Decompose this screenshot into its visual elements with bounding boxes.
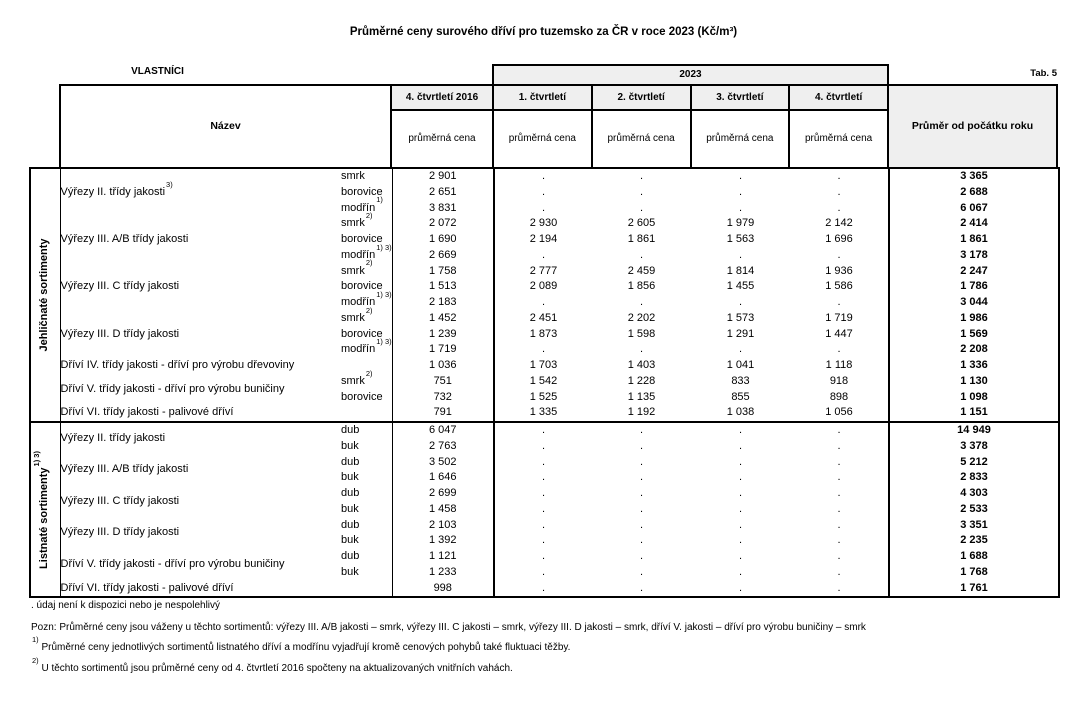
- cell-2023-q3: 855: [731, 390, 750, 403]
- cell-2016-q4: 732: [392, 390, 494, 406]
- cell-average: 3 178: [960, 248, 988, 261]
- cell-2016-q4: 2 669: [392, 248, 494, 264]
- col-subheader-2016-price: průměrná cena: [390, 109, 494, 169]
- cell-2023-q3: .: [738, 518, 743, 531]
- cell-average: 1 569: [960, 327, 988, 340]
- footnote-text: . údaj není k dispozici nebo je nespolehlivý: [31, 600, 221, 611]
- col-header-q2: 2. čtvrtletí: [591, 84, 692, 111]
- cell-2023-q3: 1 814: [726, 264, 755, 277]
- cell-average: 1 786: [960, 280, 988, 293]
- cell-2023-q2: .: [639, 170, 644, 182]
- footnote-text: Pozn: Průměrné ceny jsou váženy u těchto sortimentů: výřezy III. A/B jakosti – smrk, výřezy III. C jakosti – smrk, výřezy III. D jakosti – smrk, dříví V. jakosti – dříví pro výrobu buničiny – smrk: [31, 622, 866, 633]
- cell-2023-q3: 833: [731, 374, 750, 387]
- cell-2023-q1: 2 194: [529, 233, 558, 245]
- cell-2023-q3: 1 455: [726, 280, 755, 293]
- cell-2023-q2: .: [639, 185, 644, 198]
- cell-2023-q3: 1 573: [726, 311, 755, 324]
- cell-sortiment-name: Výřezy II. třídy jakosti$^{3)}$: [60, 179, 173, 198]
- cell-species: smrk$^{2)}$: [341, 216, 392, 232]
- cell-2023-q2: .: [639, 502, 644, 515]
- cell-species: dub: [341, 518, 392, 534]
- cell-2023-q1: 1 703: [529, 359, 558, 371]
- price-table: [29, 167, 1060, 598]
- cell-2023-q4: .: [790, 248, 889, 264]
- cell-2023-q2: .: [639, 487, 644, 499]
- footnote-marker: 2): [32, 656, 39, 666]
- cell-2023-q3: .: [738, 296, 743, 308]
- table-number-label: Tab. 5: [1030, 68, 1057, 79]
- footnote-1: [31, 635, 571, 653]
- cell-average: 3 365: [960, 170, 988, 182]
- cell-2023-q2: 1 861: [627, 233, 656, 245]
- cell-species: smrk$^{2)}$: [341, 264, 392, 280]
- cell-species: dub: [341, 549, 392, 565]
- cell-2023-q3: .: [738, 201, 743, 214]
- cell-2023-q4: .: [790, 581, 889, 598]
- cell-2023-q4: 2 142: [790, 216, 889, 232]
- cell-2016-q4: 1 719: [392, 342, 494, 358]
- cell-2016-q4: 2 103: [392, 518, 494, 534]
- cell-2023-q2: 2 459: [627, 264, 656, 277]
- table-row: [30, 264, 1059, 280]
- table-row: [30, 549, 1059, 565]
- cell-2016-q4: 2 183: [392, 295, 494, 311]
- cell-average: 6 067: [960, 201, 988, 214]
- col-header-2016-q4: 4. čtvrtletí 2016: [390, 84, 494, 111]
- cell-sortiment-name: Výřezy II. třídy jakosti: [60, 422, 341, 455]
- owners-label: VLASTNÍCI: [131, 66, 184, 77]
- cell-average: 14 949: [889, 422, 1059, 439]
- cell-species: modřín$^{1) 3)}$: [341, 248, 392, 264]
- cell-2023-q4: .: [790, 342, 889, 358]
- footnote-text: Průměrné ceny jednotlivých sortimentů listnatého dříví a modřínu vyjadřují kromě cenových pohybů také fluktuaci těžby.: [38, 642, 571, 653]
- cell-sortiment-name: Dříví IV. třídy jakosti - dříví pro výrobu dřevoviny: [60, 359, 295, 371]
- cell-2023-q4: .: [790, 455, 889, 471]
- cell-2023-q4: 1 586: [790, 279, 889, 295]
- cell-2023-q1: .: [541, 201, 546, 214]
- cell-2023-q1: .: [541, 534, 546, 547]
- cell-species: buk: [341, 502, 392, 518]
- cell-average: 1 861: [960, 233, 988, 245]
- table-row: [30, 486, 1059, 502]
- cell-2023-q2: 1 228: [627, 374, 656, 387]
- cell-2016-q4: 1 233: [392, 565, 494, 581]
- cell-2016-q4: 6 047: [392, 422, 494, 439]
- cell-2023-q1: .: [541, 343, 546, 356]
- table-row: [30, 216, 1059, 232]
- cell-2023-q4: 898: [790, 390, 889, 406]
- cell-2023-q3: 1 979: [726, 217, 755, 230]
- cell-sortiment-name: Výřezy III. C třídy jakosti: [60, 280, 180, 293]
- cell-2023-q1: 1 525: [529, 390, 558, 403]
- cell-sortiment-name: Výřezy III. C třídy jakosti: [60, 494, 180, 507]
- cell-2023-q3: .: [738, 170, 743, 182]
- cell-sortiment-name: Výřezy III. D třídy jakosti: [60, 526, 180, 539]
- table-row: [30, 168, 1059, 185]
- year-band-2023: 2023: [492, 64, 889, 86]
- footnote-2: [31, 656, 513, 674]
- cell-species: borovice: [341, 327, 392, 343]
- cell-average: 3 351: [960, 518, 988, 531]
- cell-2023-q2: 2 605: [627, 217, 656, 230]
- cell-2023-q4: 918: [790, 374, 889, 390]
- section-label: [30, 422, 60, 597]
- cell-2023-q3: .: [738, 471, 743, 484]
- cell-2023-q1: .: [541, 550, 546, 562]
- cell-2023-q3: .: [738, 581, 743, 594]
- cell-2023-q4: .: [790, 168, 889, 185]
- cell-2023-q4: .: [790, 486, 889, 502]
- cell-species: buk: [341, 439, 392, 455]
- cell-average: 3 044: [960, 296, 988, 308]
- cell-2016-q4: 791: [392, 405, 494, 422]
- cell-species: borovice: [341, 232, 392, 248]
- cell-2016-q4: 2 699: [392, 486, 494, 502]
- cell-species: buk: [341, 565, 392, 581]
- cell-sortiment-name: Výřezy III. A/B třídy jakosti: [60, 233, 189, 245]
- cell-2023-q1: 2 089: [529, 280, 558, 293]
- table-row: [30, 311, 1059, 327]
- cell-species: modřín$^{1) 3)}$: [341, 342, 392, 358]
- cell-2016-q4: 3 831: [392, 201, 494, 217]
- cell-2023-q2: .: [639, 471, 644, 484]
- cell-2016-q4: 1 121: [392, 549, 494, 565]
- cell-species: dub: [341, 422, 392, 439]
- cell-2023-q4: 1 118: [790, 358, 889, 374]
- cell-2023-q1: 2 451: [529, 311, 558, 324]
- cell-2023-q4: 1 936: [790, 264, 889, 280]
- cell-2016-q4: 1 239: [392, 327, 494, 343]
- cell-2016-q4: 1 646: [392, 470, 494, 486]
- col-subheader-q2-price: průměrná cena: [591, 109, 692, 169]
- footnote-text: U těchto sortimentů jsou průměrné ceny od 4. čtvrtletí 2016 spočteny na aktualizovaných vnitřních vahách.: [38, 663, 513, 674]
- cell-2023-q2: .: [639, 518, 644, 531]
- cell-2016-q4: 1 513: [392, 279, 494, 295]
- cell-2016-q4: 2 763: [392, 439, 494, 455]
- cell-2016-q4: 751: [392, 374, 494, 390]
- table-row: [30, 358, 1059, 374]
- cell-2023-q2: 1 598: [627, 327, 656, 340]
- cell-2023-q1: .: [541, 565, 546, 578]
- cell-2023-q2: .: [639, 201, 644, 214]
- cell-average: 2 833: [960, 471, 988, 484]
- cell-average: 1 768: [960, 565, 988, 578]
- cell-2023-q3: .: [738, 343, 743, 356]
- cell-sortiment-name: Výřezy III. D třídy jakosti: [60, 327, 180, 340]
- cell-2023-q2: 2 202: [627, 311, 656, 324]
- cell-2023-q4: 1 447: [790, 327, 889, 343]
- cell-2023-q3: 1 038: [726, 406, 755, 419]
- cell-2023-q1: .: [541, 296, 546, 308]
- cell-species: modřín$^{1)}$: [341, 201, 392, 217]
- cell-2023-q2: .: [639, 455, 644, 468]
- cell-2023-q4: 1 696: [790, 232, 889, 248]
- cell-2023-q2: .: [639, 248, 644, 261]
- cell-2023-q3: .: [738, 455, 743, 468]
- cell-average: 1 336: [960, 359, 988, 371]
- cell-2016-q4: 2 651: [392, 185, 494, 201]
- cell-2023-q3: .: [738, 534, 743, 547]
- cell-2023-q1: .: [541, 439, 546, 452]
- cell-2023-q1: .: [541, 487, 546, 499]
- cell-2023-q1: .: [541, 455, 546, 468]
- cell-species: borovice: [341, 185, 392, 201]
- cell-2023-q1: .: [541, 170, 546, 182]
- cell-2023-q1: 1 335: [529, 406, 558, 419]
- cell-2023-q4: 1 056: [790, 405, 889, 422]
- cell-2023-q1: .: [541, 471, 546, 484]
- cell-2023-q3: .: [738, 550, 743, 562]
- cell-sortiment-name: Dříví VI. třídy jakosti - palivové dříví: [60, 406, 234, 419]
- cell-2023-q4: .: [790, 502, 889, 518]
- cell-average: 1 098: [960, 390, 988, 403]
- cell-average: 2 688: [960, 185, 988, 198]
- cell-average: 1 986: [960, 311, 988, 324]
- cell-species: dub: [341, 455, 392, 471]
- cell-sortiment-name: Dříví V. třídy jakosti - dříví pro výrobu buničiny: [60, 382, 285, 395]
- cell-2023-q2: 1 135: [627, 390, 656, 403]
- cell-2023-q1: .: [541, 248, 546, 261]
- section-label-text: Listnaté sortimenty$^{1) 3)}$: [32, 450, 51, 569]
- cell-species: smrk$^{2)}$: [341, 374, 392, 390]
- cell-species: modřín$^{1) 3)}$: [341, 295, 392, 311]
- cell-2023-q4: .: [790, 533, 889, 549]
- cell-2016-q4: 1 452: [392, 311, 494, 327]
- cell-2023-q2: .: [639, 296, 644, 308]
- page-title: Průměrné ceny surového dříví pro tuzemsko za ČR v roce 2023 (Kč/m³): [349, 26, 738, 38]
- cell-2023-q4: .: [790, 565, 889, 581]
- cell-2023-q2: .: [639, 550, 644, 562]
- cell-2023-q3: .: [738, 185, 743, 198]
- cell-2016-q4: 1 458: [392, 502, 494, 518]
- col-header-nazev: Název: [59, 84, 392, 169]
- cell-2023-q2: 1 192: [627, 406, 656, 419]
- cell-2023-q2: .: [639, 439, 644, 452]
- price-table-body: [30, 168, 1059, 597]
- table-row: [30, 422, 1059, 439]
- col-header-average: Průměr od počátku roku: [887, 84, 1058, 169]
- cell-2023-q3: 1 291: [726, 327, 755, 340]
- cell-2023-q4: .: [790, 201, 889, 217]
- footnote-note: [31, 622, 866, 633]
- section-label-text: Jehličnaté sortimenty: [38, 238, 51, 352]
- cell-2023-q1: 2 777: [529, 264, 558, 277]
- cell-2023-q4: .: [790, 295, 889, 311]
- cell-average: 5 212: [960, 455, 988, 468]
- cell-2023-q2: .: [639, 581, 644, 594]
- cell-species: buk: [341, 533, 392, 549]
- col-header-q1: 1. čtvrtletí: [492, 84, 593, 111]
- cell-average: 1 151: [960, 406, 988, 419]
- cell-species: smrk: [341, 168, 392, 185]
- cell-species: buk: [341, 470, 392, 486]
- cell-2023-q2: .: [639, 534, 644, 547]
- cell-2023-q2: .: [639, 565, 644, 578]
- cell-2023-q1: 1 542: [529, 374, 558, 387]
- cell-2016-q4: 2 072: [392, 216, 494, 232]
- cell-2023-q1: .: [541, 518, 546, 531]
- section-label: [30, 168, 60, 422]
- cell-2023-q4: .: [790, 422, 889, 439]
- table-row: [30, 455, 1059, 471]
- cell-2023-q3: .: [738, 487, 743, 499]
- table-row: [30, 405, 1059, 422]
- col-subheader-q1-price: průměrná cena: [492, 109, 593, 169]
- cell-2023-q4: 1 719: [790, 311, 889, 327]
- cell-2023-q3: 1 041: [726, 359, 755, 371]
- cell-2023-q1: 1 873: [529, 327, 558, 340]
- cell-2023-q2: 1 856: [627, 280, 656, 293]
- cell-2023-q3: 1 563: [726, 233, 755, 245]
- col-subheader-q3-price: průměrná cena: [690, 109, 791, 169]
- cell-species: [341, 581, 392, 598]
- cell-2023-q3: .: [738, 502, 743, 515]
- cell-2016-q4: 1 036: [392, 358, 494, 374]
- cell-2023-q3: .: [738, 439, 743, 452]
- cell-average: 4 303: [960, 487, 988, 499]
- footnote-missing-data: [31, 600, 220, 611]
- cell-2016-q4: 998: [392, 581, 494, 598]
- cell-average: 2 414: [960, 217, 988, 230]
- cell-average: 1 761: [960, 581, 988, 594]
- cell-2023-q4: .: [790, 518, 889, 534]
- cell-species: dub: [341, 486, 392, 502]
- col-header-q4: 4. čtvrtletí: [788, 84, 889, 111]
- cell-2016-q4: 1 392: [392, 533, 494, 549]
- col-header-q3: 3. čtvrtletí: [690, 84, 791, 111]
- cell-2023-q1: .: [494, 422, 592, 439]
- cell-average: 2 247: [960, 264, 988, 277]
- footnote-marker: 1): [32, 635, 39, 645]
- table-row: [30, 374, 1059, 390]
- cell-species: borovice: [341, 279, 392, 295]
- cell-sortiment-name: Dříví VI. třídy jakosti - palivové dříví: [60, 581, 234, 594]
- cell-2023-q4: .: [790, 470, 889, 486]
- cell-species: [341, 405, 392, 422]
- cell-2023-q4: .: [790, 185, 889, 201]
- cell-2023-q1: .: [541, 502, 546, 515]
- cell-2023-q4: .: [790, 439, 889, 455]
- cell-sortiment-name: Dříví V. třídy jakosti - dříví pro výrobu buničiny: [60, 557, 285, 570]
- cell-species: smrk$^{2)}$: [341, 311, 392, 327]
- cell-average: 3 378: [960, 439, 988, 452]
- cell-2023-q1: .: [541, 185, 546, 198]
- cell-average: 2 208: [960, 343, 988, 356]
- cell-2016-q4: 3 502: [392, 455, 494, 471]
- table-row: [30, 581, 1059, 598]
- cell-2023-q3: .: [738, 248, 743, 261]
- cell-2023-q4: .: [790, 549, 889, 565]
- cell-average: 1 130: [960, 374, 988, 387]
- cell-2023-q2: .: [639, 343, 644, 356]
- cell-2023-q3: .: [738, 565, 743, 578]
- cell-average: 2 235: [960, 534, 988, 547]
- cell-2016-q4: 2 901: [392, 168, 494, 185]
- cell-2023-q3: .: [691, 422, 790, 439]
- cell-2023-q1: 2 930: [529, 217, 558, 230]
- cell-2023-q2: 1 403: [627, 359, 656, 371]
- cell-2023-q1: .: [541, 581, 546, 594]
- cell-average: 2 533: [960, 502, 988, 515]
- cell-2016-q4: 1 758: [392, 264, 494, 280]
- cell-2023-q2: .: [592, 422, 691, 439]
- table-row: [30, 518, 1059, 534]
- cell-sortiment-name: Výřezy III. A/B třídy jakosti: [60, 463, 189, 476]
- col-subheader-q4-price: průměrná cena: [788, 109, 889, 169]
- cell-species: borovice: [341, 390, 392, 406]
- cell-2016-q4: 1 690: [392, 232, 494, 248]
- cell-average: 1 688: [960, 550, 988, 562]
